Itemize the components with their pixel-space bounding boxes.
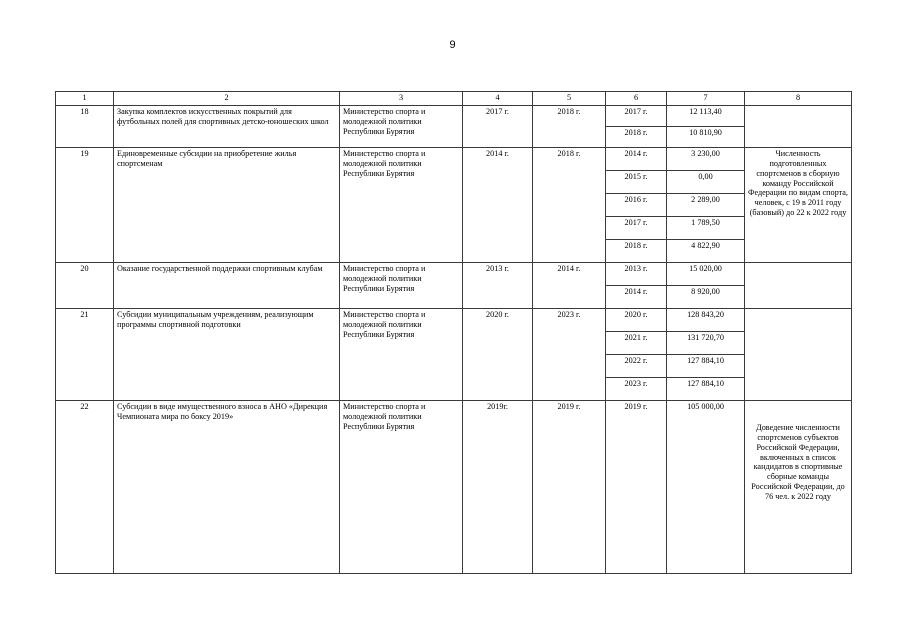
table-row [56, 263, 852, 286]
funding-year: 2021 г. [606, 332, 667, 355]
table-row [56, 401, 852, 574]
page-number: 9 [449, 39, 456, 51]
measure-name: Оказание государственной поддержки спортивным клубам [114, 263, 340, 309]
measure-name: Единовременные субсидии на приобретение жилья спортсменам [114, 148, 340, 263]
target-indicator: Численность подготовленных спортсменов в сборную команду Российской Федерации по видам спорта, человек, с 19 в 2011 году (базовый) до 22 к 2022 году [745, 148, 852, 263]
table-row [56, 309, 852, 332]
funding-year: 2017 г. [606, 106, 667, 127]
column-number: 6 [606, 92, 667, 106]
funding-amount: 105 000,00 [667, 401, 745, 574]
responsible-executor: Министерство спорта и молодежной политики Республики Бурятия [340, 148, 463, 263]
funding-year: 2014 г. [606, 148, 667, 171]
funding-year: 2014 г. [606, 286, 667, 309]
funding-amount: 127 884,10 [667, 355, 745, 378]
column-number: 3 [340, 92, 463, 106]
target-indicator [745, 263, 852, 309]
funding-year: 2019 г. [606, 401, 667, 574]
target-indicator: Доведение численности спортсменов субъектов Российской Федерации, включенных в список кандидатов в спортивные сборные команды Российской Федерации, до 76 чел. к 2022 году [745, 401, 852, 574]
funding-amount: 8 920,00 [667, 286, 745, 309]
start-year: 2017 г. [463, 106, 533, 148]
funding-amount: 1 789,50 [667, 217, 745, 240]
funding-amount: 3 230,00 [667, 148, 745, 171]
end-year: 2014 г. [533, 263, 606, 309]
funding-amount: 12 113,40 [667, 106, 745, 127]
column-number: 4 [463, 92, 533, 106]
funding-year: 2013 г. [606, 263, 667, 286]
target-indicator [745, 106, 852, 148]
funding-amount: 128 843,20 [667, 309, 745, 332]
measure-name: Субсидии муниципальным учреждениям, реализующим программы спортивной подготовки [114, 309, 340, 401]
funding-amount: 127 884,10 [667, 378, 745, 401]
table-body [56, 92, 852, 574]
start-year: 2014 г. [463, 148, 533, 263]
start-year: 2019г. [463, 401, 533, 574]
funding-amount: 4 822,90 [667, 240, 745, 263]
end-year: 2018 г. [533, 148, 606, 263]
column-number: 7 [667, 92, 745, 106]
column-number-row [56, 92, 852, 106]
row-number: 18 [56, 106, 114, 148]
start-year: 2020 г. [463, 309, 533, 401]
funding-amount: 2 289,00 [667, 194, 745, 217]
funding-year: 2015 г. [606, 171, 667, 194]
row-number: 22 [56, 401, 114, 574]
funding-amount: 0,00 [667, 171, 745, 194]
end-year: 2018 г. [533, 106, 606, 148]
row-number: 20 [56, 263, 114, 309]
end-year: 2023 г. [533, 309, 606, 401]
target-indicator [745, 309, 852, 401]
responsible-executor: Министерство спорта и молодежной политики Республики Бурятия [340, 401, 463, 574]
row-number: 21 [56, 309, 114, 401]
responsible-executor: Министерство спорта и молодежной политики Республики Бурятия [340, 263, 463, 309]
responsible-executor: Министерство спорта и молодежной политики Республики Бурятия [340, 309, 463, 401]
table-row [56, 106, 852, 127]
table-row [56, 148, 852, 171]
measure-name: Субсидии в виде имущественного взноса в АНО «Дирекция Чемпионата мира по боксу 2019» [114, 401, 340, 574]
funding-year: 2022 г. [606, 355, 667, 378]
column-number: 5 [533, 92, 606, 106]
responsible-executor: Министерство спорта и молодежной политики Республики Бурятия [340, 106, 463, 148]
end-year: 2019 г. [533, 401, 606, 574]
funding-amount: 15 020,00 [667, 263, 745, 286]
start-year: 2013 г. [463, 263, 533, 309]
column-number: 8 [745, 92, 852, 106]
funding-year: 2020 г. [606, 309, 667, 332]
column-number: 2 [114, 92, 340, 106]
program-measures-table [55, 91, 852, 574]
row-number: 19 [56, 148, 114, 263]
funding-year: 2016 г. [606, 194, 667, 217]
funding-year: 2017 г. [606, 217, 667, 240]
funding-year: 2018 г. [606, 240, 667, 263]
funding-amount: 131 720,70 [667, 332, 745, 355]
funding-year: 2018 г. [606, 127, 667, 148]
funding-amount: 10 810,90 [667, 127, 745, 148]
measure-name: Закупка комплектов искусственных покрытий для футбольных полей для спортивных детско-юношеских школ [114, 106, 340, 148]
funding-year: 2023 г. [606, 378, 667, 401]
column-number: 1 [56, 92, 114, 106]
